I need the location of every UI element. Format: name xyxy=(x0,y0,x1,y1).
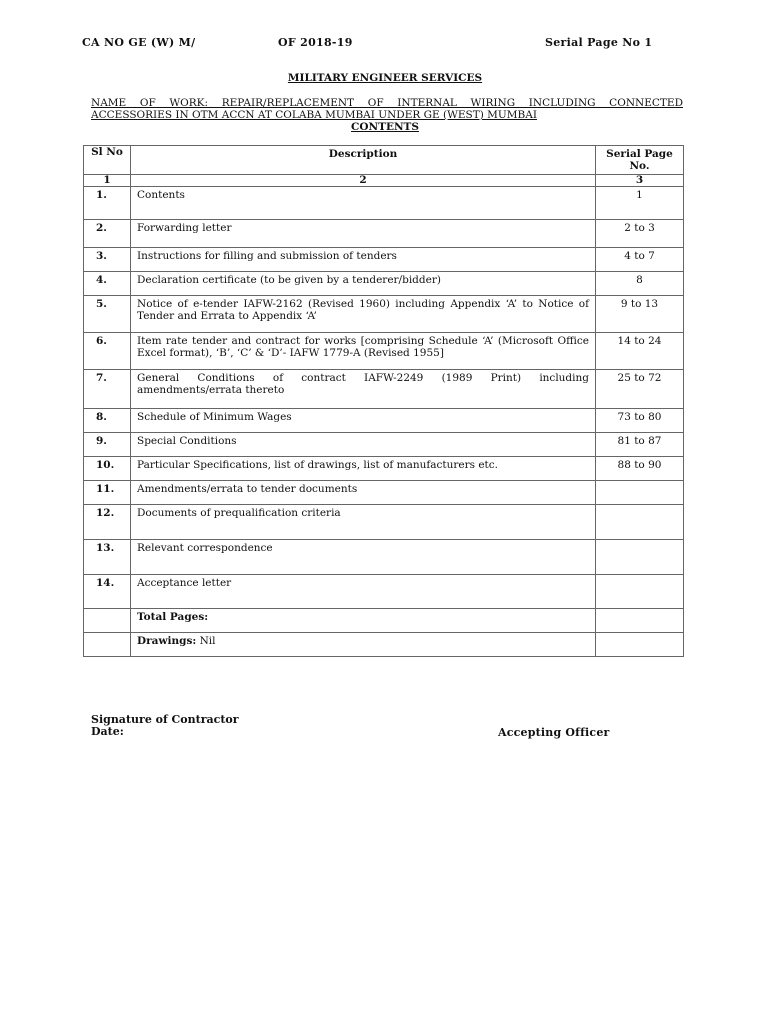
row-description: Instructions for filling and submission of tenders xyxy=(131,248,596,272)
row-sl: 8. xyxy=(84,409,131,433)
drawings-label: Drawings: xyxy=(137,635,197,647)
total-pages-value-cell xyxy=(596,609,684,633)
row-pages xyxy=(596,575,684,609)
row-sl: 5. xyxy=(84,296,131,333)
table-row xyxy=(84,370,684,409)
col-number-3: 3 xyxy=(596,175,684,187)
row-sl: 12. xyxy=(84,505,131,540)
row-sl: 2. xyxy=(84,220,131,248)
table-row xyxy=(84,409,684,433)
name-of-work: NAME OF WORK: REPAIR/REPLACEMENT OF INTERNAL WIRING INCLUDING CONNECTED ACCESSORIES IN OTM ACCN AT COLABA MUMBAI UNDER GE (WEST) MUMBAI xyxy=(91,97,683,121)
row-description: Relevant correspondence xyxy=(131,540,596,575)
row-description: Amendments/errata to tender documents xyxy=(131,481,596,505)
row-sl: 14. xyxy=(84,575,131,609)
row-pages: 14 to 24 xyxy=(596,333,684,370)
header-serial-page-no: Serial Page No. xyxy=(596,146,684,175)
row-description: Schedule of Minimum Wages xyxy=(131,409,596,433)
contents-table xyxy=(83,145,684,657)
row-pages: 88 to 90 xyxy=(596,457,684,481)
row-sl: 10. xyxy=(84,457,131,481)
drawings-row xyxy=(84,633,684,657)
table-row xyxy=(84,296,684,333)
row-pages xyxy=(596,481,684,505)
table-row xyxy=(84,457,684,481)
col-number-2: 2 xyxy=(131,175,596,187)
row-description: Forwarding letter xyxy=(131,220,596,248)
row-sl: 9. xyxy=(84,433,131,457)
row-sl: 1. xyxy=(84,187,131,220)
drawings-value: Nil xyxy=(199,635,216,647)
col-number-1: 1 xyxy=(84,175,131,187)
table-row xyxy=(84,540,684,575)
row-pages: 9 to 13 xyxy=(596,296,684,333)
row-description: Contents xyxy=(131,187,596,220)
header-ca-no: CA NO GE (W) M/ xyxy=(82,36,196,49)
row-pages: 81 to 87 xyxy=(596,433,684,457)
row-description: Acceptance letter xyxy=(131,575,596,609)
row-description: Documents of prequalification criteria xyxy=(131,505,596,540)
table-row xyxy=(84,575,684,609)
total-pages-label: Total Pages: xyxy=(131,609,596,633)
organization-title: MILITARY ENGINEER SERVICES xyxy=(287,72,483,84)
row-description: Declaration certificate (to be given by a tenderer/bidder) xyxy=(131,272,596,296)
row-pages: 1 xyxy=(596,187,684,220)
row-sl: 7. xyxy=(84,370,131,409)
table-row xyxy=(84,272,684,296)
row-description: Particular Specifications, list of drawings, list of manufacturers etc. xyxy=(131,457,596,481)
row-description: Item rate tender and contract for works [comprising Schedule ‘A’ (Microsoft Office Excel format), ‘B’, ‘C’ & ‘D’- IAFW 1779-A (Revised 1955] xyxy=(131,333,596,370)
row-pages: 4 to 7 xyxy=(596,248,684,272)
table-row xyxy=(84,248,684,272)
row-pages: 25 to 72 xyxy=(596,370,684,409)
date-label: Date: xyxy=(91,725,124,738)
total-pages-row xyxy=(84,609,684,633)
signature-block xyxy=(91,714,239,738)
accepting-officer-label: Accepting Officer xyxy=(498,726,610,739)
drawings-pages-cell xyxy=(596,633,684,657)
table-row xyxy=(84,187,684,220)
table-row xyxy=(84,220,684,248)
table-row xyxy=(84,333,684,370)
table-row xyxy=(84,481,684,505)
drawings-sl-cell xyxy=(84,633,131,657)
header-description: Description xyxy=(131,146,596,175)
table-column-number-row xyxy=(84,175,684,187)
header-serial-page: Serial Page No 1 xyxy=(545,36,653,49)
signature-label: Signature of Contractor xyxy=(91,713,239,726)
header-sl-no: Sl No xyxy=(84,146,131,175)
row-pages xyxy=(596,505,684,540)
header-year: OF 2018-19 xyxy=(278,36,353,49)
table-row xyxy=(84,505,684,540)
row-pages: 8 xyxy=(596,272,684,296)
row-pages: 73 to 80 xyxy=(596,409,684,433)
total-pages-sl-cell xyxy=(84,609,131,633)
row-sl: 6. xyxy=(84,333,131,370)
row-description: Special Conditions xyxy=(131,433,596,457)
row-sl: 11. xyxy=(84,481,131,505)
row-sl: 3. xyxy=(84,248,131,272)
row-pages xyxy=(596,540,684,575)
drawings-cell xyxy=(131,633,596,657)
row-description: General Conditions of contract IAFW-2249 (1989 Print) including amendments/errata thereto xyxy=(131,370,596,409)
row-sl: 13. xyxy=(84,540,131,575)
row-pages: 2 to 3 xyxy=(596,220,684,248)
contents-title: CONTENTS xyxy=(351,121,419,133)
row-description: Notice of e-tender IAFW-2162 (Revised 1960) including Appendix ‘A’ to Notice of Tender and Errata to Appendix ‘A’ xyxy=(131,296,596,333)
table-row xyxy=(84,433,684,457)
table-header-row xyxy=(84,146,684,175)
row-sl: 4. xyxy=(84,272,131,296)
